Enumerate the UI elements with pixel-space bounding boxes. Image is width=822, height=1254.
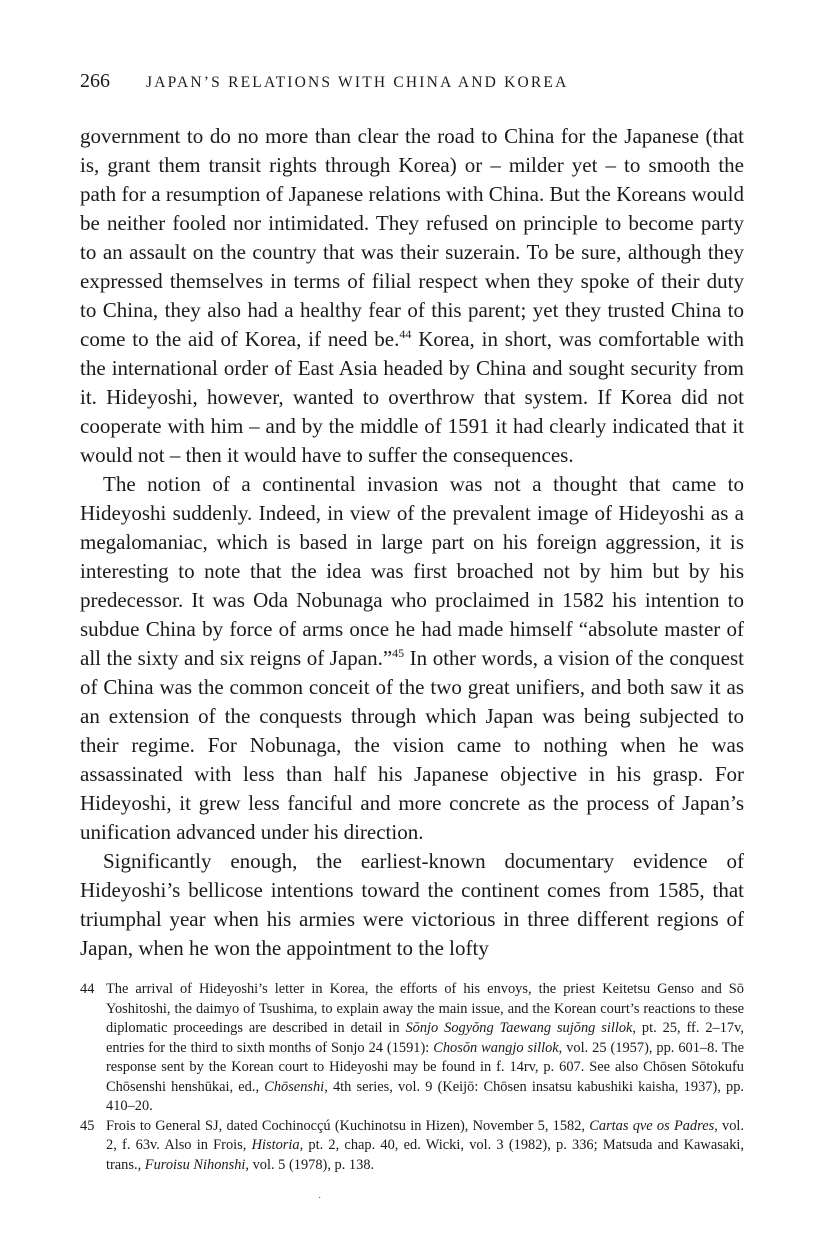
text-run: , pt. 25, ff. 2–17v, entries for the third to sixth months of Sonjo 24 (1591): xyxy=(106,1020,744,1056)
italic-title: Sŏnjo Sogyŏng Taewang sujŏng sillok xyxy=(405,1020,633,1036)
footnote xyxy=(80,980,744,1117)
footnote-number: 45 xyxy=(80,1117,95,1134)
body-paragraph xyxy=(80,847,744,963)
text-run: Significantly enough, the earliest-known documentary evidence of Hideyoshi’s bellicose intentions toward the continent comes from 1585, that triumphal year when his armies were victorious in three different regions of Japan, when he won the appointment to the lofty xyxy=(80,849,744,960)
footnote-number: 44 xyxy=(80,981,95,997)
text-run: , vol. 25 (1957), pp. 601–8. The response sent by the Korean court to Hideyoshi may be found in f. 14rv, p. 607. See also Chōsen Sōtokufu Chōsenshi henshūkai, ed., xyxy=(106,1039,744,1095)
text-run: Korea, in short, was comfortable with the international order of East Asia headed by China and sought security from it. Hideyoshi, however, wanted to overthrow that system. If Korea did not cooperate with him – and by the middle of 1591 it had clearly indicated that it would not – then it would have to suffer the consequences. xyxy=(80,327,744,467)
text-run: , vol. 2, f. 63v. Also in Frois, xyxy=(106,1117,745,1153)
italic-title: Chosŏn wangjo sillok xyxy=(433,1039,559,1056)
text-run: The arrival of Hideyoshi’s letter in Korea, the efforts of his envoys, the priest Keitetsu Genso and Sō Yoshitoshi, the daimyo of Tsushima, to explain away the main issue, and the Korean court’s reactions to these diplomatic proceedings are described in detail in xyxy=(106,981,744,1036)
footnotes xyxy=(80,980,744,1175)
stray-mark: · xyxy=(318,1193,322,1204)
text-run: Frois to General SJ, dated Cochinocçú (Kuchinotsu in Hizen), November 5, 1582, xyxy=(106,1117,590,1134)
text-run: , 4th series, vol. 9 (Keijō: Chōsen insatsu kabushiki kaisha, 1937), pp. 410–20. xyxy=(106,1078,745,1114)
running-head xyxy=(80,70,744,110)
text-run: In other words, a vision of the conquest of China was the common conceit of the two great unifiers, and both saw it as an extension of the conquests through which Japan was being subjected to their regime. For Nobunaga, the vision came to nothing when he was assassinated with less than half his Japanese objective in his grasp. For Hideyoshi, it grew less fanciful and more concrete as the process of Japan’s unification advanced under his direction. xyxy=(80,646,744,844)
footnote-reference: 44 xyxy=(399,327,412,341)
footnote-text xyxy=(106,1117,744,1176)
body-paragraph xyxy=(80,470,744,847)
text-run: government to do no more than clear the road to China for the Japanese (that is, grant them transit rights through Korea) or – milder yet – to smooth the path for a resumption of Japanese relations with China. But the Koreans would be neither fooled nor intimidated. They refused on principle to become party to an assault on the country that was their suzerain. To be sure, although they expressed themselves in terms of filial respect when they spoke of their duty to China, they also had a healthy fear of this parent; yet they trusted China to come to the aid of Korea, if need be. xyxy=(80,124,744,351)
footnote-text xyxy=(106,980,744,1117)
running-title: JAPAN’S RELATIONS WITH CHINA AND KOREA xyxy=(146,74,569,91)
text-run: , pt. 2, chap. 40, ed. Wicki, vol. 3 (1982), p. 336; Matsuda and Kawasaki, trans., xyxy=(106,1137,744,1173)
footnote-reference: 45 xyxy=(392,646,405,660)
text-run: The notion of a continental invasion was not a thought that came to Hideyoshi suddenly. Indeed, in view of the prevalent image of Hideyoshi as a megalomaniac, which is based in large part on his foreign aggression, it is interesting to note that the idea was first broached not by him but by his predecessor. It was Oda Nobunaga who proclaimed in 1582 his intention to subdue China by force of arms once he had made himself “absolute master of all the sixty and six reigns of Japan.” xyxy=(80,472,744,670)
page-number: 266 xyxy=(80,70,110,92)
footnote xyxy=(80,1117,744,1176)
italic-title: Chōsenshi xyxy=(264,1078,325,1095)
italic-title: Furoisu Nihonshi xyxy=(144,1156,246,1173)
text-run: , vol. 5 (1978), p. 138. xyxy=(245,1156,375,1173)
body-text xyxy=(80,122,744,963)
body-paragraph xyxy=(80,122,744,470)
book-page xyxy=(80,70,744,963)
italic-title: Cartas qve os Padres xyxy=(589,1117,715,1134)
italic-title: Historia xyxy=(251,1137,300,1153)
